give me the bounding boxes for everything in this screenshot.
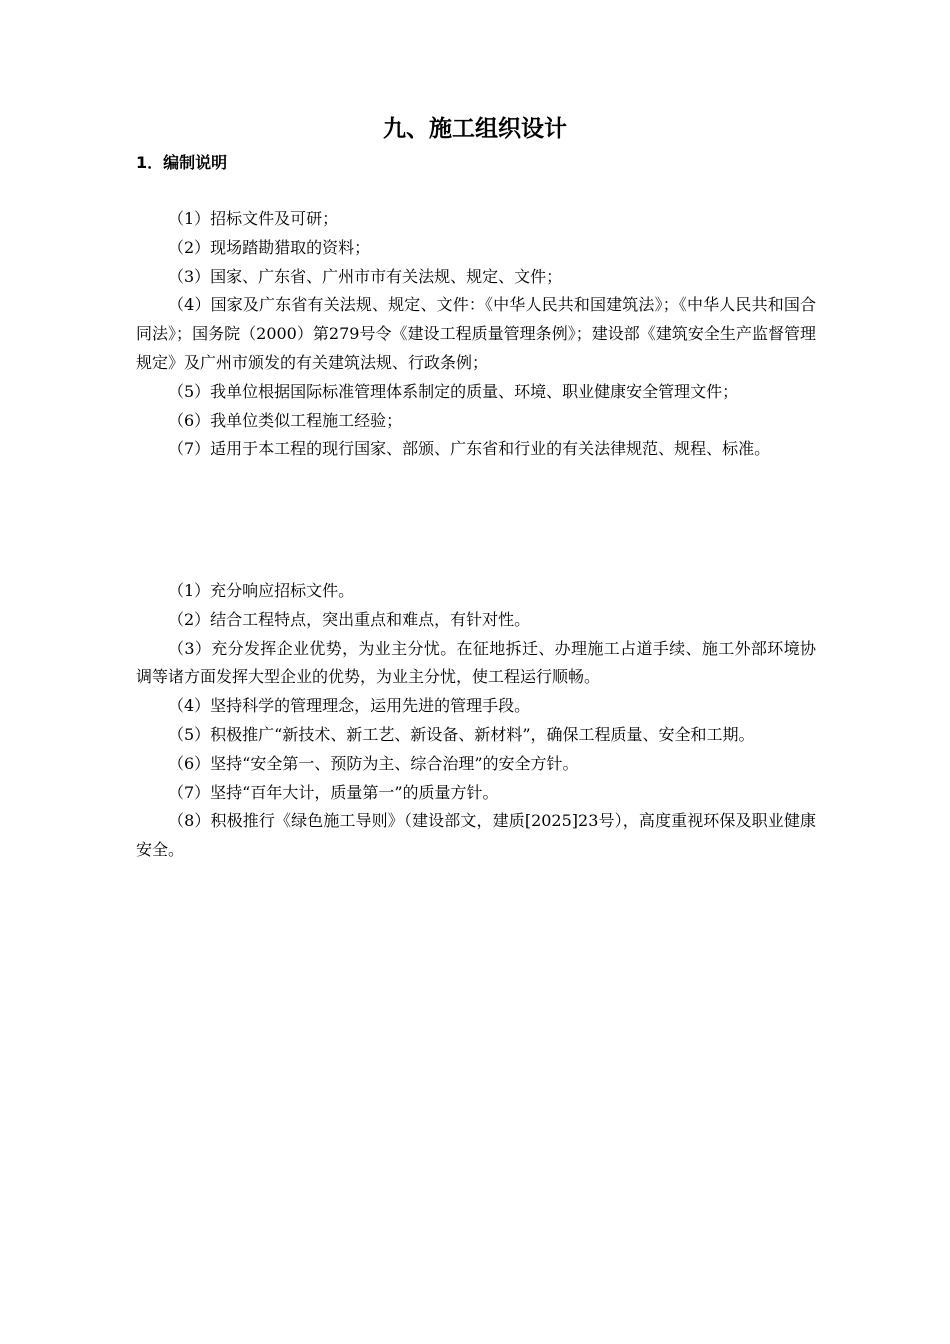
page-title: 九、施工组织设计	[383, 116, 567, 142]
basis-item-1: （1）招标文件及可研；	[168, 209, 339, 228]
basis-item-6: （6）我单位类似工程施工经验；	[168, 410, 403, 430]
principle-item-4: （4）坚持科学的管理理念，运用先进的管理手段。	[168, 696, 531, 716]
basis-item-7: （7）适用于本工程的现行国家、部颁、广东省和行业的有关法律规范、规程、标准。	[168, 439, 771, 459]
principle-item-7: （7）坚持“百年大计，质量第一”的质量方针。	[168, 782, 499, 802]
principle-item-5: （5）积极推广“新技术、新工艺、新设备、新材料”，确保工程质量、安全和工期。	[168, 724, 755, 744]
principle-list	[136, 577, 816, 865]
section-heading: 1．编制说明	[136, 153, 228, 172]
principle-item-6: （6）坚持“安全第一、预防为主、综合治理”的安全方针。	[168, 753, 579, 773]
basis-item-3: （3）国家、广东省、广州市市有关法规、规定、文件；	[168, 266, 563, 286]
principle-item-2: （2）结合工程特点，突出重点和难点，有针对性。	[168, 609, 531, 629]
basis-item-5: （5）我单位根据国际标准管理体系制定的质量、环境、职业健康安全管理文件；	[168, 381, 739, 401]
basis-item-2: （2）现场踏勘猎取的资料；	[168, 237, 371, 257]
principle-item-8: （8）积极推行《绿色施工导则》（建设部文，建质[2025]23号），高度重视环保及职业健康安全。	[136, 811, 816, 860]
basis-list	[136, 205, 816, 464]
basis-item-4: （4）国家及广东省有关法规、规定、文件：《中华人民共和国建筑法》；《中华人民共和国合同法》；国务院（2000）第279号令《建设工程质量管理条例》；建设部《建筑安全生产监督管理规定》及广州市颁发的有关建筑法规、行政条例；	[136, 295, 816, 372]
principle-item-1: （1）充分响应招标文件。	[168, 581, 355, 600]
principle-item-3: （3）充分发挥企业优势，为业主分忧。在征地拆迁、办理施工占道手续、施工外部环境协调等诸方面发挥大型企业的优势，为业主分忧，使工程运行顺畅。	[136, 638, 816, 687]
